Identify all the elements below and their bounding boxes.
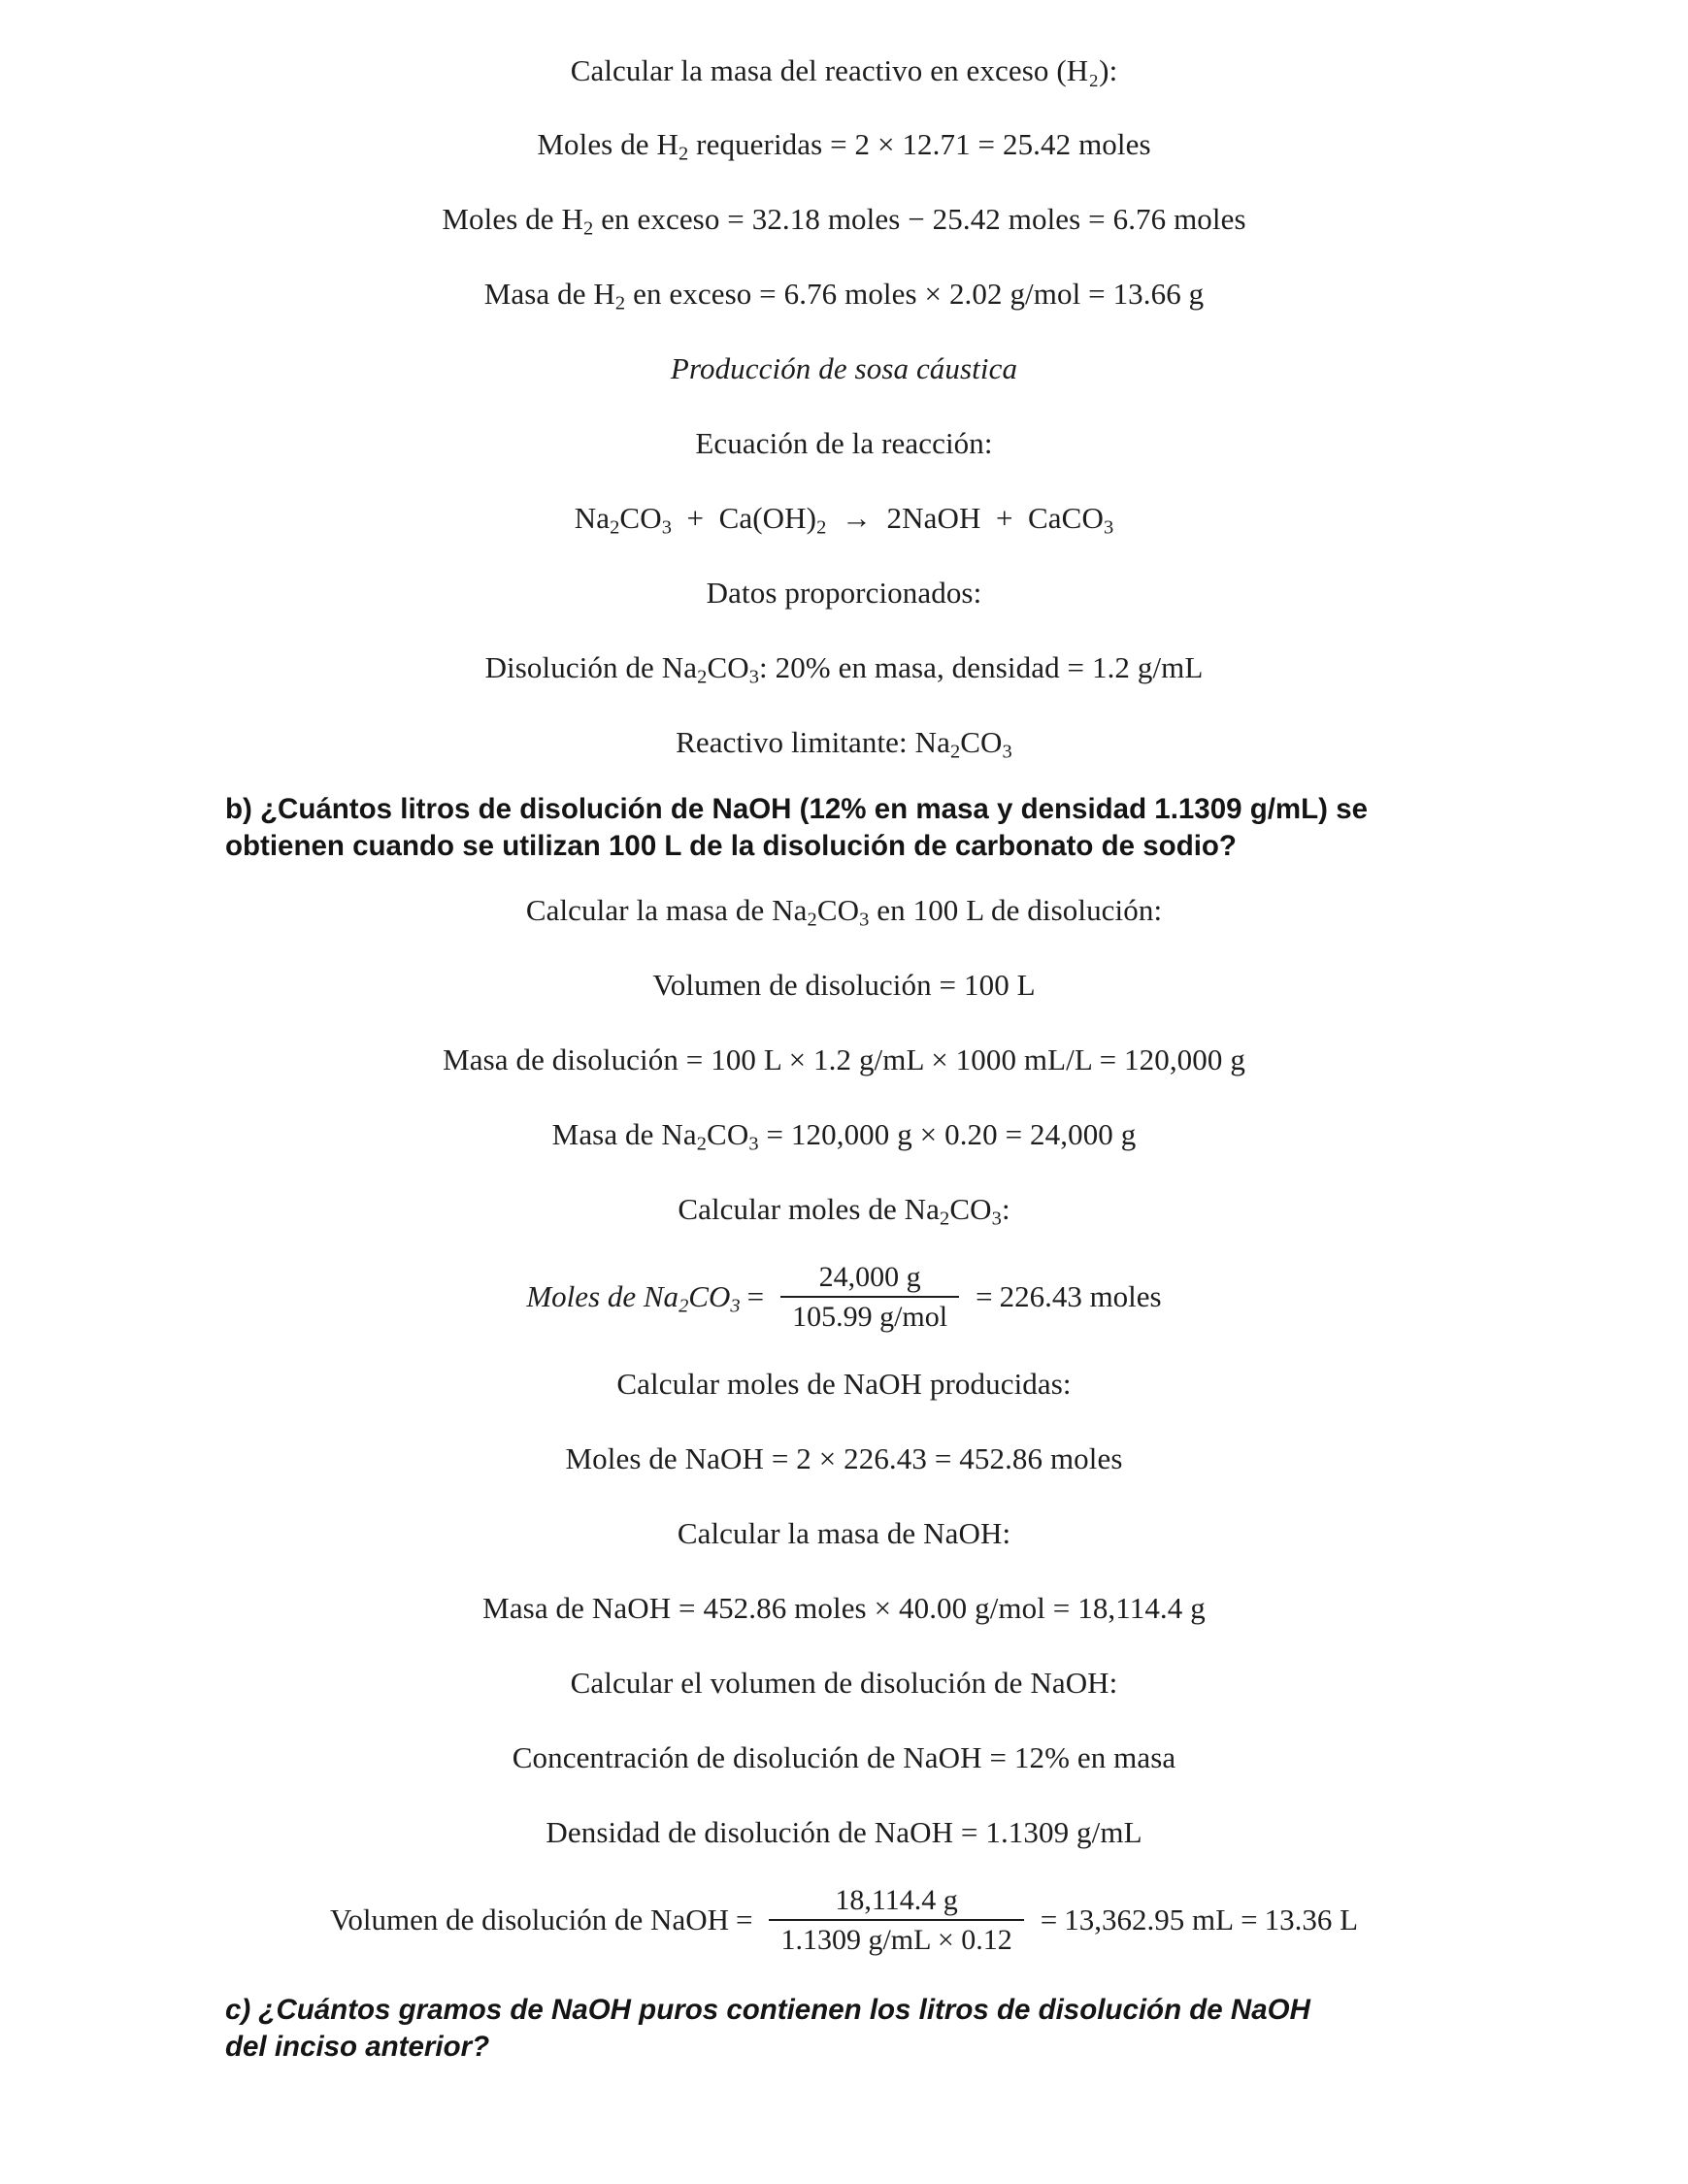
moles-h2-excess-post: en exceso = 32.18 moles − 25.42 moles = 6.76 moles [593, 201, 1246, 236]
equals-sign-2: = [976, 1279, 993, 1314]
question-c [225, 1992, 1463, 2067]
fraction-denominator: 105.99 g/mol [780, 1296, 959, 1334]
subscript-3: 3 [1103, 516, 1114, 539]
mass-h2-excess-pre: Masa de H [483, 276, 615, 311]
calc-moles-na2co3-label [678, 1192, 1010, 1231]
mass-naoh-row [225, 1572, 1463, 1646]
limiting-reagent-pre: Reactivo limitante: Na [676, 724, 950, 759]
solution-volume-line: Volumen de disolución = 100 L [652, 968, 1036, 1003]
na2co3-solution-data-line [484, 649, 1204, 688]
equals-sign: = [746, 1279, 765, 1314]
calc-moles-naoh-label-row [225, 1347, 1463, 1422]
calc-mass-na2co3-label-row [225, 874, 1463, 948]
calc-moles-naoh-label: Calcular moles de NaOH producidas: [616, 1367, 1072, 1402]
excess-reagent-heading-row [225, 35, 1463, 107]
equals-sign-3: = [1241, 1903, 1258, 1937]
mass-h2-excess-row [225, 256, 1463, 331]
reaction-arrow-icon: → [841, 500, 873, 535]
solution-mass-line: Masa de disolución = 100 L × 1.2 g/mL × 1000 mL/L = 120,000 g [443, 1042, 1245, 1077]
volume-naoh-fraction-row [225, 1870, 1463, 1970]
volume-naoh-fraction [330, 1884, 1358, 1956]
na2co3-solution-data-row [225, 630, 1463, 705]
concentration-naoh-row [225, 1721, 1463, 1796]
label-pre: Calcular la masa de Na [525, 893, 808, 928]
reaction-equation-label-row [225, 406, 1463, 480]
mass-naoh-line: Masa de NaOH = 452.86 moles × 40.00 g/mol = 18,114.4 g [482, 1591, 1206, 1626]
data-line-mid: CO [707, 649, 749, 684]
subscript-2: 2 [614, 292, 626, 314]
question-b-line-1: b) ¿Cuántos litros de disolución de NaOH (12% en masa y densidad 1.1309 g/mL) se [225, 793, 1369, 825]
excess-reagent-heading: Calcular la masa del reactivo en exceso (H₂): [570, 53, 1118, 88]
density-naoh-row [225, 1796, 1463, 1870]
fraction-result: 226.43 moles [999, 1279, 1162, 1314]
subscript-2: 2 [679, 143, 689, 165]
subscript-2: 2 [949, 741, 961, 763]
provided-data-label-row [225, 555, 1463, 630]
mass-na2co3-pre: Masa de Na [551, 1117, 697, 1152]
reactant-co: CO [619, 500, 662, 535]
question-b [225, 791, 1463, 866]
equals-sign: = [735, 1903, 753, 1937]
moles-h2-required-post: requeridas = 2 × 12.71 = 25.42 moles [688, 126, 1151, 161]
solution-mass-row [225, 1023, 1463, 1098]
moles-naoh-line: Moles de NaOH = 2 × 226.43 = 452.86 moles [565, 1441, 1123, 1476]
fraction [769, 1884, 1023, 1956]
provided-data-label: Datos proporcionados: [706, 575, 982, 610]
moles-h2-required-line [537, 126, 1151, 165]
fraction-lhs: Volumen de disolución de NaOH [330, 1903, 729, 1937]
subscript-3: 3 [730, 1295, 741, 1317]
sosa-caustica-title: Producción de sosa cáustica [670, 350, 1018, 385]
subscript-2: 2 [940, 1208, 950, 1231]
subscript-2: 2 [696, 1134, 708, 1156]
limiting-reagent-row [225, 705, 1463, 779]
moles-na2co3-fraction [526, 1261, 1161, 1333]
subscript-2: 2 [679, 1295, 689, 1317]
density-naoh-line: Densidad de disolución de NaOH = 1.1309 g/mL [546, 1815, 1142, 1850]
moles-na2co3-fraction-row [225, 1247, 1463, 1347]
label-post: : [1001, 1192, 1010, 1227]
solution-volume-row [225, 948, 1463, 1023]
data-line-post: : 20% en masa, densidad = 1.2 g/mL [759, 649, 1204, 684]
reactant-na: Na [574, 500, 611, 535]
calc-mass-na2co3-label [525, 893, 1163, 932]
label-pre: Calcular moles de Na [678, 1192, 941, 1227]
question-c-line-2: del inciso anterior? [225, 2031, 490, 2064]
mass-na2co3-mid: CO [707, 1117, 749, 1152]
fraction-result-l: 13.36 L [1264, 1903, 1358, 1937]
fraction-numerator: 18,114.4 g [835, 1884, 958, 1917]
limiting-reagent-line [676, 724, 1012, 763]
moles-h2-excess-line [442, 201, 1246, 240]
subscript-3: 3 [859, 910, 870, 932]
subscript-3: 3 [1002, 741, 1012, 763]
mass-na2co3-row [225, 1098, 1463, 1173]
mass-na2co3-post: = 120,000 g × 0.20 = 24,000 g [758, 1117, 1137, 1152]
subscript-3: 3 [748, 1134, 759, 1156]
question-c-line-1: c) ¿Cuántos gramos de NaOH puros contienen los litros de disolución de NaOH [225, 1993, 1310, 2026]
calc-mass-naoh-label-row [225, 1497, 1463, 1572]
fraction-denominator: 1.1309 g/mL × 0.12 [769, 1919, 1023, 1957]
question-b-line-2: obtienen cuando se utilizan 100 L de la disolución de carbonato de sodio? [225, 830, 1237, 863]
fraction-lhs-mid: CO [688, 1279, 731, 1314]
moles-h2-required-pre: Moles de H [537, 126, 679, 161]
subscript-3: 3 [748, 666, 760, 688]
subscript-3: 3 [991, 1208, 1002, 1231]
reaction-equation [574, 500, 1114, 539]
limiting-reagent-mid: CO [960, 724, 1003, 759]
fraction-lhs-pre: Moles de Na [526, 1279, 679, 1314]
mass-h2-excess-line [483, 276, 1205, 314]
product-caco: CaCO [1028, 500, 1104, 535]
concentration-naoh-line: Concentración de disolución de NaOH = 12% en masa [512, 1740, 1176, 1775]
calc-volume-naoh-label: Calcular el volumen de disolución de NaOH: [570, 1666, 1118, 1701]
mass-h2-excess-post: en exceso = 6.76 moles × 2.02 g/mol = 13.66 g [625, 276, 1205, 311]
subscript-3: 3 [661, 516, 673, 539]
label-post: en 100 L de disolución: [869, 893, 1163, 928]
reaction-equation-row [225, 480, 1463, 555]
subscript-2: 2 [697, 666, 708, 688]
subscript-2: 2 [807, 910, 817, 932]
reactant-caoh: Ca(OH) [718, 500, 817, 535]
subscript-2: 2 [610, 516, 620, 539]
mass-na2co3-line [551, 1117, 1137, 1156]
fraction [780, 1261, 959, 1333]
fraction-numerator: 24,000 g [818, 1261, 921, 1294]
reaction-equation-label: Ecuación de la reacción: [695, 425, 993, 460]
calc-moles-na2co3-label-row [225, 1173, 1463, 1247]
moles-naoh-row [225, 1422, 1463, 1497]
moles-h2-excess-row [225, 182, 1463, 256]
data-line-pre: Disolución de Na [484, 649, 698, 684]
label-mid: CO [816, 893, 860, 928]
moles-h2-excess-pre: Moles de H [442, 201, 584, 236]
calc-mass-naoh-label: Calcular la masa de NaOH: [677, 1516, 1011, 1551]
sosa-caustica-title-row [225, 331, 1463, 406]
equals-sign-2: = [1040, 1903, 1058, 1937]
product-naoh: 2NaOH [886, 500, 981, 535]
subscript-2: 2 [816, 516, 827, 539]
fraction-lhs [526, 1279, 741, 1317]
subscript-2: 2 [583, 217, 594, 240]
label-mid: CO [949, 1192, 992, 1227]
plus-sign-1: + [686, 500, 705, 535]
calc-volume-naoh-label-row [225, 1646, 1463, 1721]
plus-sign-2: + [995, 500, 1013, 535]
fraction-result-ml: 13,362.95 mL [1064, 1903, 1235, 1937]
moles-h2-required-row [225, 107, 1463, 182]
